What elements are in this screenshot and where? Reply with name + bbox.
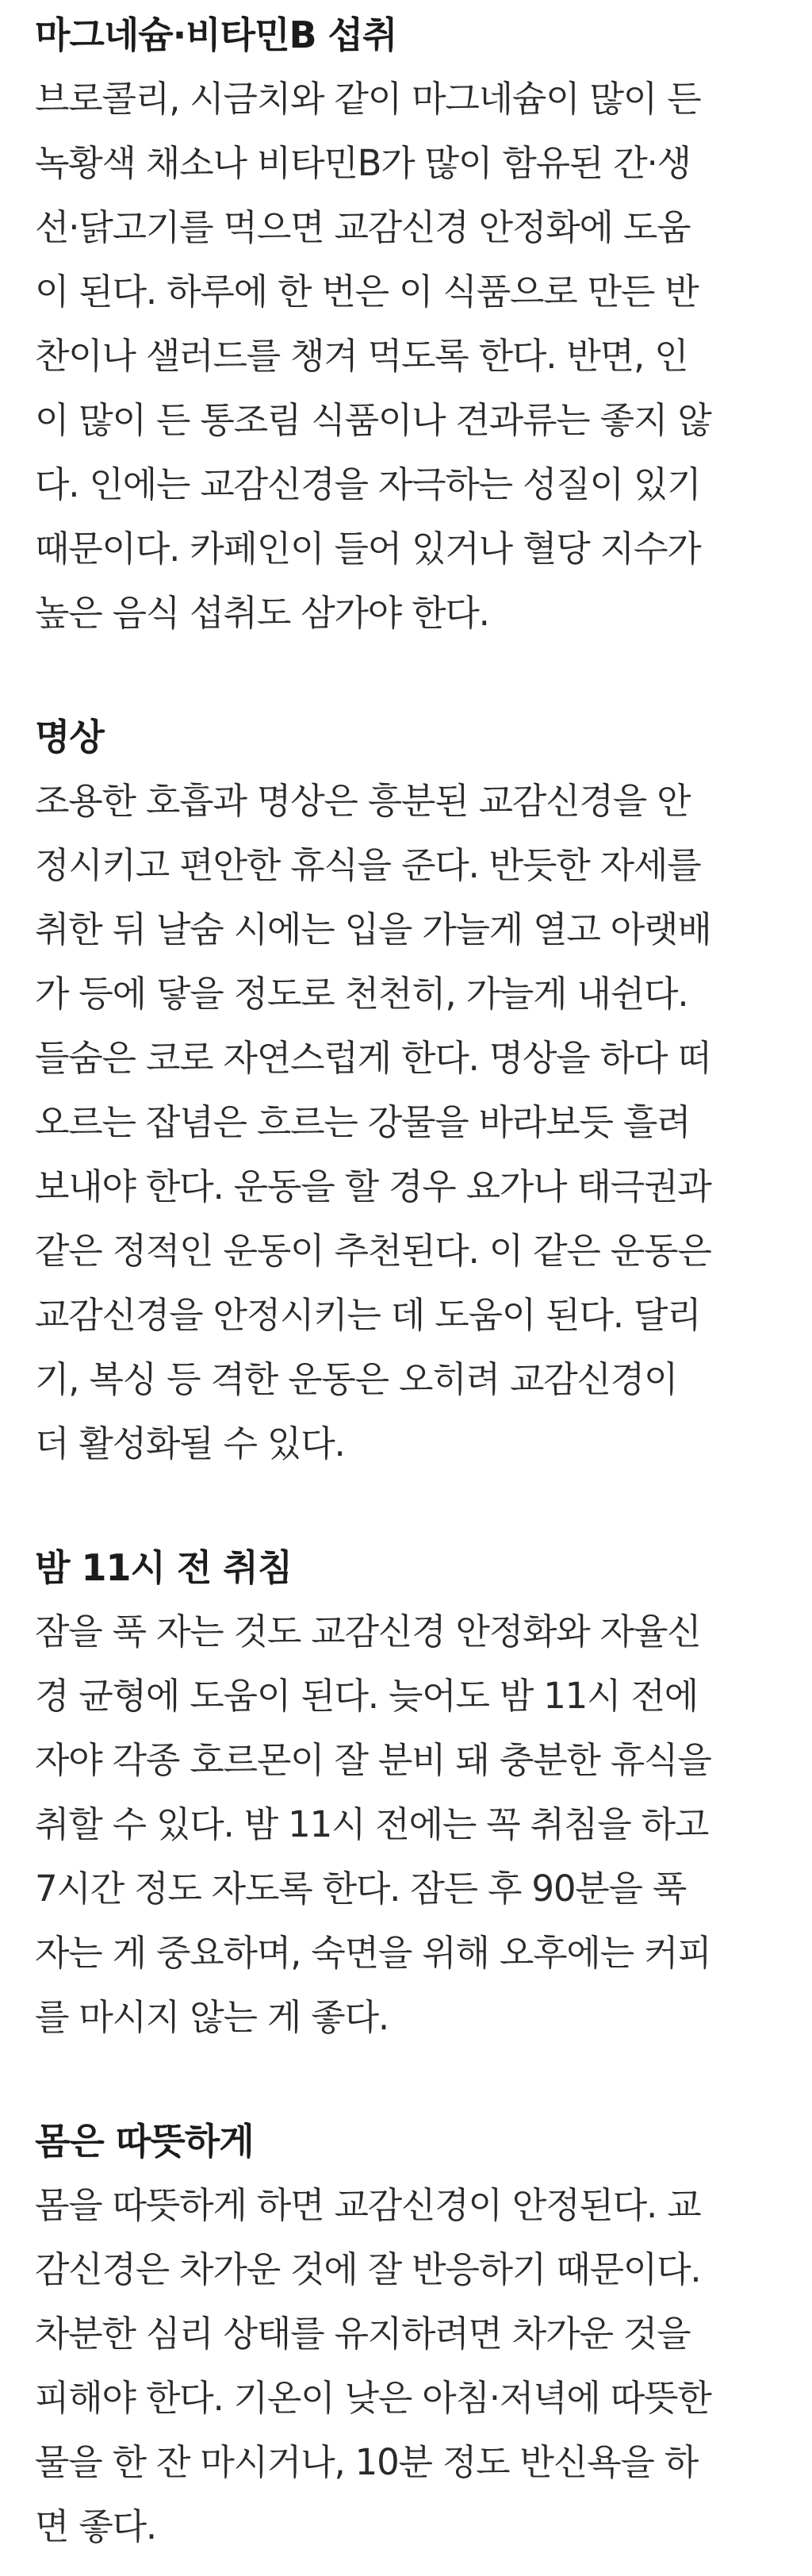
text-line: 를 마시지 않는 게 좋다. [35, 1996, 389, 2038]
text-line: 기, 복싱 등 격한 운동은 오히려 교감신경이 [35, 1358, 678, 1400]
section-heading: 몸은 따뜻하게 [35, 2120, 254, 2163]
text-line: 정시키고 편안한 휴식을 준다. 반듯한 자세를 [35, 844, 701, 886]
text-line: 다. 인에는 교감신경을 자극하는 성질이 있기 [35, 463, 701, 505]
section-body [35, 1599, 777, 2049]
text-line: 자야 각종 호르몬이 잘 분비 돼 충분한 휴식을 [35, 1739, 711, 1781]
text-line: 교감신경을 안정시키는 데 도움이 된다. 달리 [35, 1294, 701, 1336]
text-line: 같은 정적인 운동이 추천된다. 이 같은 운동은 [35, 1230, 711, 1272]
text-line: 경 균형에 도움이 된다. 늦어도 밤 11시 전에 [35, 1675, 699, 1717]
section-body [35, 769, 777, 1476]
text-line: 찬이나 샐러드를 챙겨 먹도록 한다. 반면, 인 [35, 335, 688, 377]
text-line: 잠을 푹 자는 것도 교감신경 안정화와 자율신 [35, 1610, 701, 1653]
section-heading: 밤 11시 전 취침 [35, 1546, 293, 1589]
text-line: 때문이다. 카페인이 들어 있거나 혈당 지수가 [35, 528, 701, 570]
text-line: 선·닭고기를 먹으면 교감신경 안정화에 도움 [35, 206, 691, 248]
text-line: 7시간 정도 자도록 한다. 잠든 후 90분을 푹 [35, 1868, 687, 1910]
section-heading: 명상 [35, 716, 104, 758]
section-heading: 마그네슘·비타민B 섭취 [35, 13, 397, 56]
text-line: 브로콜리, 시금치와 같이 마그네슘이 많이 든 [35, 78, 701, 120]
section-body [35, 2173, 777, 2559]
text-line: 차분한 심리 상태를 유지하려면 차가운 것을 [35, 2313, 691, 2355]
text-line: 이 된다. 하루에 한 번은 이 식품으로 만든 반 [35, 271, 699, 313]
text-line: 피해야 한다. 기온이 낮은 아침·저녁에 따뜻한 [35, 2377, 711, 2419]
text-line: 이 많이 든 통조림 식품이나 견과류는 좋지 않 [35, 399, 711, 441]
text-line: 물을 한 잔 마시거나, 10분 정도 반신욕을 하 [35, 2441, 699, 2483]
text-line: 몸을 따뜻하게 하면 교감신경이 안정된다. 교 [35, 2184, 701, 2226]
text-line: 자는 게 중요하며, 숙면을 위해 오후에는 커피 [35, 1932, 711, 1974]
text-line: 들숨은 코로 자연스럽게 한다. 명상을 하다 떠 [35, 1037, 711, 1079]
text-line: 오르는 잡념은 흐르는 강물을 바라보듯 흘려 [35, 1101, 691, 1143]
section-meditation [35, 705, 777, 1476]
section-body [35, 67, 777, 645]
text-line: 취할 수 있다. 밤 11시 전에는 꼭 취침을 하고 [35, 1803, 709, 1845]
section-magnesium-vitamin-b [35, 3, 777, 645]
text-line: 조용한 호흡과 명상은 흥분된 교감신경을 안 [35, 780, 691, 822]
text-line: 취한 뒤 날숨 시에는 입을 가늘게 열고 아랫배 [35, 908, 711, 950]
text-line: 면 좋다. [35, 2505, 157, 2547]
section-sleep-before-11pm [35, 1536, 777, 2049]
text-line: 보내야 한다. 운동을 할 경우 요가나 태극권과 [35, 1165, 711, 1207]
text-line: 감신경은 차가운 것에 잘 반응하기 때문이다. [35, 2248, 701, 2290]
section-keep-body-warm [35, 2110, 777, 2559]
text-line: 높은 음식 섭취도 삼가야 한다. [35, 592, 489, 634]
text-line: 더 활성화될 수 있다. [35, 1422, 345, 1465]
text-line: 가 등에 닿을 정도로 천천히, 가늘게 내쉰다. [35, 973, 688, 1015]
text-line: 녹황색 채소나 비타민B가 많이 함유된 간·생 [35, 142, 691, 184]
